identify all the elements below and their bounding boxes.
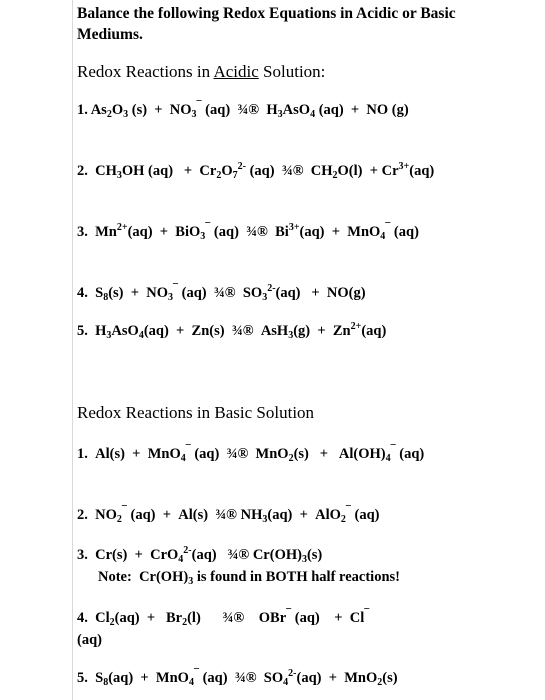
basic-equation-5: 5. $S_8(aq) + MnO_4^¯$ (aq) ¾® $SO_4^{2-}(aq) + MnO_2(s)$ [77, 668, 398, 688]
acidic-equation-2: 2. $CH_3OH$ $(aq) + Cr_2O_7^{2-}$ (aq) ¾® $CH_2O(l) + Cr^{3+}(aq)$ [77, 161, 435, 181]
acidic-heading-prefix: Redox Reactions in [77, 62, 214, 81]
acidic-equation-3: 3. $Mn^{2+}(aq) + BiO_3^¯$ (aq) ¾® $Bi^{3+}(aq) + MnO_4^¯$ (aq) [77, 222, 419, 242]
basic-section-heading: Redox Reactions in Basic Solution [77, 403, 315, 422]
reaction-arrow: ¾® [222, 610, 245, 626]
reaction-arrow: ¾® [215, 507, 238, 523]
basic-equation-4: 4. $Cl_2(aq) + Br_2(l)$ ¾® OBr¯ (aq) + Cl¯ (aq) [77, 608, 370, 648]
acidic-heading-underlined-word: Acidic [213, 62, 259, 81]
basic-equation-1: 1. Al(s) + MnO$_4$¯ (aq) ¾® $MnO_2(s) + Al(OH)_4^¯$ (aq) [77, 444, 425, 464]
acidic-equation-4: 4. $S_8(s) + NO_3^¯$ (aq) ¾® $SO_3^{2-}(aq) + NO(g)$ [77, 283, 366, 303]
reaction-arrow: ¾® [237, 102, 260, 118]
reaction-arrow: ¾® [246, 224, 268, 240]
acidic-heading-suffix: Solution: [258, 62, 326, 81]
reaction-arrow: ¾® [234, 670, 257, 686]
basic-equation-2: 2. $NO_2^¯$ (aq) + Al(s) ¾® $NH_3(aq) + AlO_2^¯$ (aq) [77, 505, 380, 525]
reaction-arrow: ¾® [231, 323, 254, 339]
reaction-arrow: ¾® [281, 163, 304, 179]
acidic-section-heading [77, 62, 325, 82]
basic-equation-3: 3. Cr(s) + CrO$_4^{2-}$(aq) ¾® $Cr(OH)_3(s)$ Note: $Cr(OH)_3$ is found in BOTH half reactions! [77, 545, 400, 587]
acidic-equation-1: 1. $As_2O_3$ $(s) + NO_3^¯$ (aq) ¾® $H_3AsO_4$ (aq) + NO (g) [77, 100, 409, 120]
basic-equation-3-note: Note: $Cr(OH)_3$ is found in BOTH half reactions! [98, 569, 400, 587]
page-title: Balance the following Redox Equations in Acidic or Basic Mediums. [77, 5, 456, 43]
acidic-equation-5: 5. $H_3AsO_4(aq) + Zn(s)$ ¾® $AsH_3(g) + Zn^{2+}(aq)$ [77, 321, 387, 341]
reaction-arrow: ¾® [226, 446, 249, 462]
reaction-arrow: ¾® [227, 547, 250, 563]
left-margin-rule [72, 0, 73, 700]
reaction-arrow: ¾® [213, 285, 236, 301]
